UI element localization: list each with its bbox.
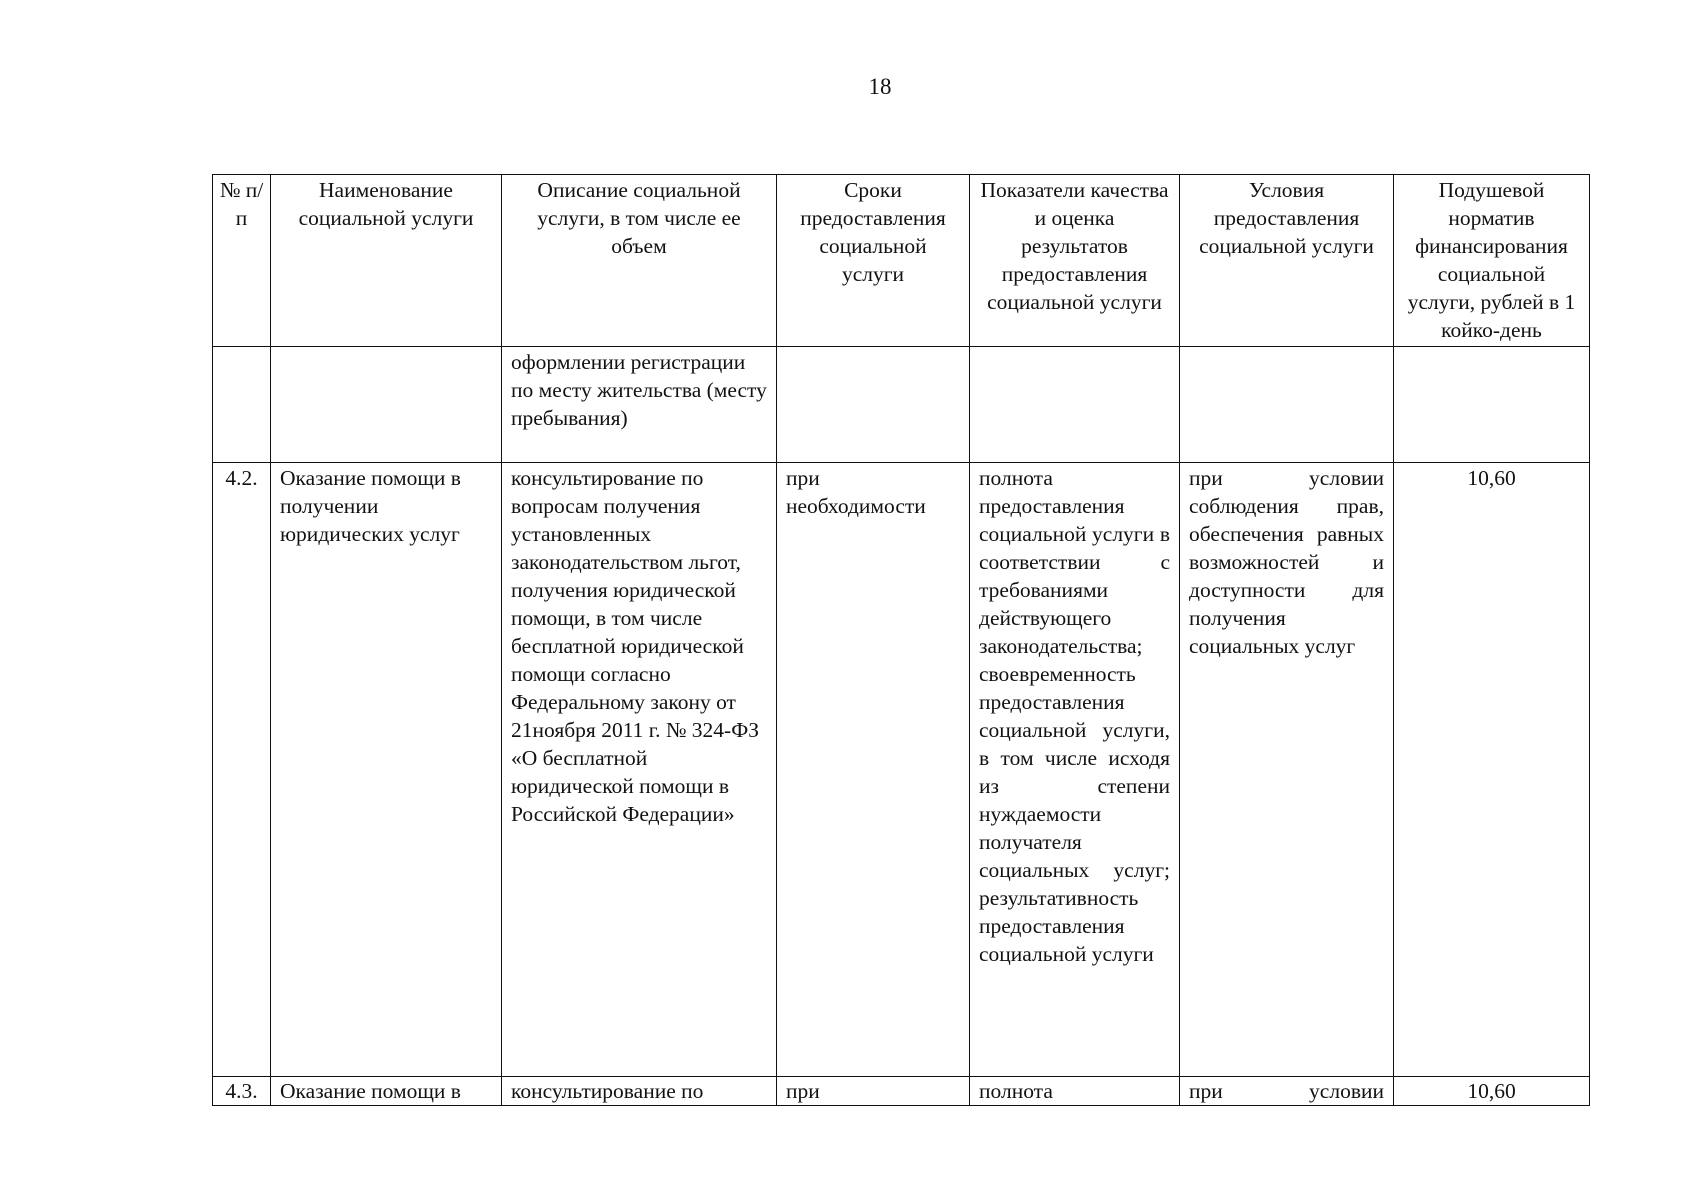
cell-quality: полнота предоставления социальной услуги в соответствии с требованиями действующего законодательства; своевременность предоставления социальной услуги, в том числе исходя из степени нуждаемости получателя социальных услуг; результативность предоставления социальной услуги: [970, 463, 1180, 1077]
cell-terms: [777, 347, 970, 463]
page-number: 18: [868, 74, 892, 99]
cell-number: 4.2.: [213, 463, 271, 1077]
cell-conditions: при условии соблюдения прав, обеспечения равных возможностей и доступности для получения социальных услуг: [1180, 463, 1394, 1077]
cell-quality: [970, 347, 1180, 463]
header-number: № п/п: [213, 175, 271, 347]
cell-service-name: Оказание помощи в: [271, 1077, 502, 1106]
cell-description: оформлении регистрации по месту жительства (месту пребывания): [502, 347, 777, 463]
cell-service-name: [271, 347, 502, 463]
cell-number: [213, 347, 271, 463]
cell-description: консультирование по: [502, 1077, 777, 1106]
cell-conditions: [1180, 347, 1394, 463]
header-terms: Сроки предоставления социальной услуги: [777, 175, 970, 347]
cell-norm: [1394, 347, 1590, 463]
header-service-name: Наименование социальной услуги: [271, 175, 502, 347]
cell-quality: полнота: [970, 1077, 1180, 1106]
cell-description: консультирование по вопросам получения установленных законодательством льгот, получения юридической помощи, в том числе бесплатной юридической помощи согласно Федеральному закону от 21ноября 2011 г. № 324-ФЗ «О бесплатной юридической помощи в Российской Федерации»: [502, 463, 777, 1077]
table-row: [213, 463, 1590, 1077]
cell-service-name: Оказание помощи в получении юридических услуг: [271, 463, 502, 1077]
cell-number: 4.3.: [213, 1077, 271, 1106]
table-row: [213, 347, 1590, 463]
cell-norm: 10,60: [1394, 1077, 1590, 1106]
cell-conditions: при условии: [1180, 1077, 1394, 1106]
header-norm: Подушевой норматив финансирования социальной услуги, рублей в 1 койко-день: [1394, 175, 1590, 347]
table-row: [213, 1077, 1590, 1106]
cell-terms: при: [777, 1077, 970, 1106]
header-conditions: Условия предоставления социальной услуги: [1180, 175, 1394, 347]
header-quality: Показатели качества и оценка результатов предоставления социальной услуги: [970, 175, 1180, 347]
services-table: [212, 174, 1590, 1106]
table-header-row: [213, 175, 1590, 347]
cell-terms: при необходимости: [777, 463, 970, 1077]
header-description: Описание социальной услуги, в том числе ее объем: [502, 175, 777, 347]
cell-norm: 10,60: [1394, 463, 1590, 1077]
